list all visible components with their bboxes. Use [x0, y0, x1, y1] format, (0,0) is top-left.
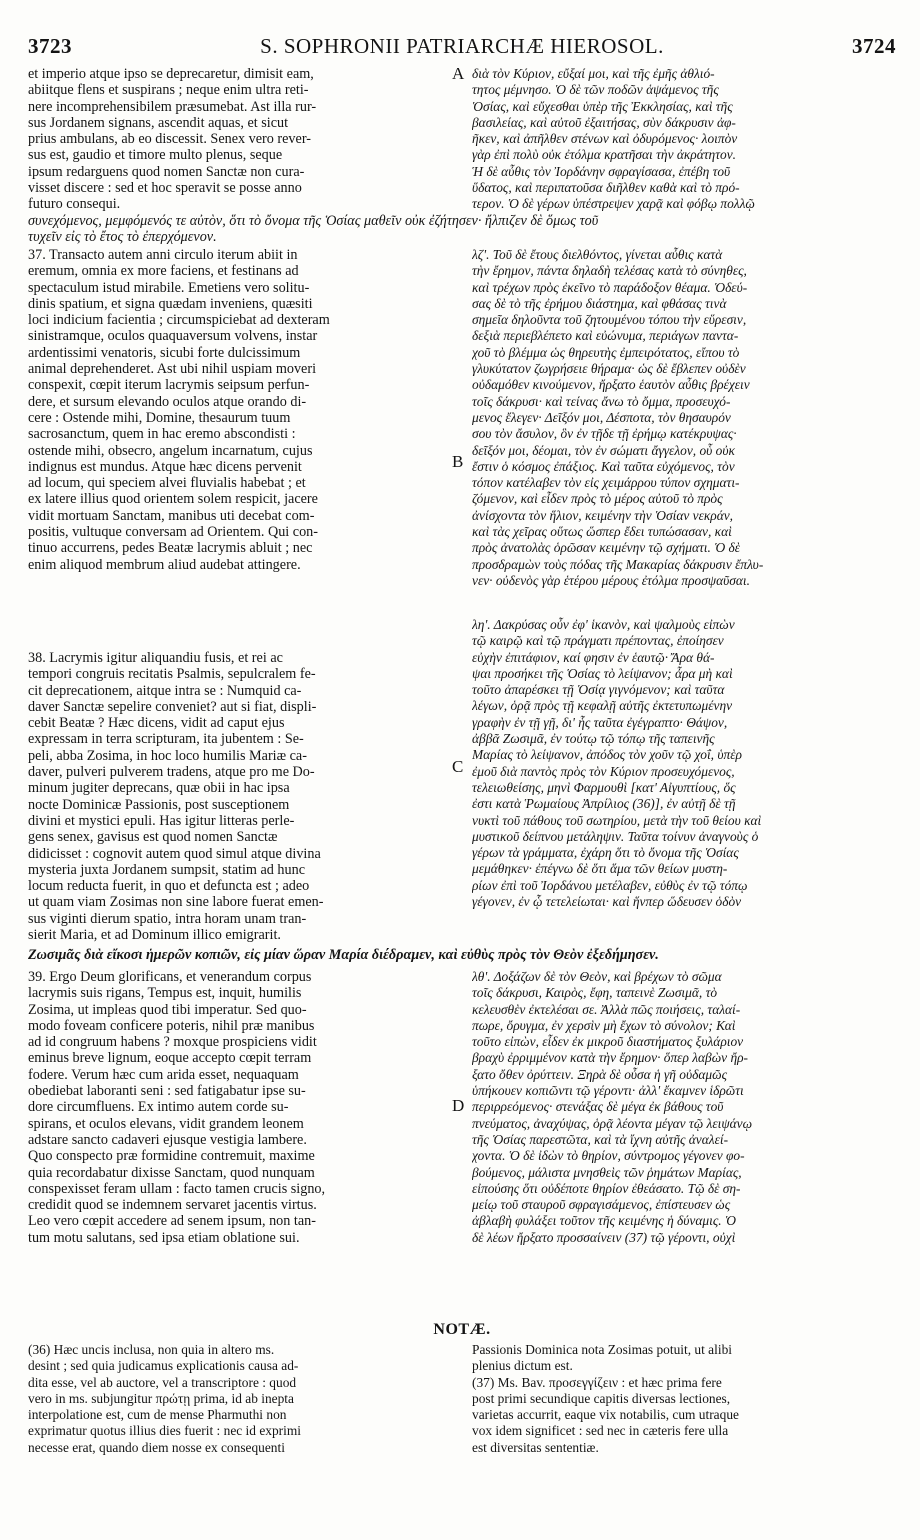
margin-marker-b: B: [452, 452, 464, 471]
latin-paragraph-36-end: [28, 66, 446, 213]
latin-paragraph-39: [28, 969, 446, 1246]
footnote-36: (36) Hæc uncis inclusa, non quia in altero ms. desint ; sed quia judicamus explicationis causa ad- dita esse, vel ab auctore, vel a transcriptore : quod vero in ms. subjungitur πρώτῃ prima, id ab inepta interpolatione est, cum de mense Pharmuthi non exprimatur quotus illius dies fuerit : nec id exprimi necesse erat, quando diem nosse ex consequenti: [28, 1342, 301, 1455]
greek-text: διὰ τὸν Κύριον, εὔξαί μοι, καὶ τῆς ἐμῆς ἀθλιό- τητος μέμνησο. Ὁ δὲ τῶν ποδῶν ἁψάμενος τῆς Ὁσίας, καὶ εὔχεσθαι ὑπὲρ τῆς Ἐκκλησίας, καὶ τῆς βασιλείας, καὶ αὐτοῦ ἐξαιτήσας, σὺν δάκρυσιν ἀφ- ῆκεν, καὶ ἀπῆλθεν στένων καὶ ὀδυρόμενος· λοιπὸν γὰρ ἐπὶ πολὺ οὐκ ἐτόλμα κρατῆσαι τὴν ἀκράτητον. Ἡ δὲ αὖθις τὸν Ἰορδάνην σφραγίσασα, ἐπέβη τοῦ ὕδατος, καὶ περιπατοῦσα διῆλθεν καθὰ καὶ τὸ πρό- τερον. Ὁ δὲ γέρων ὑπέστρεψεν χαρᾷ καὶ φόβῳ πολλῷ: [472, 66, 755, 212]
margin-marker-d: D: [452, 1096, 465, 1115]
footnote-37: Passionis Dominica nota Zosimas potuit, ut alibi plenius dictum est. (37) Ms. Bav. προσεγγίζειν : et hæc prima fere post primi secundique capitis diversas lectiones, varietas accurrit, eaque vix notabilis, cum utraque vox idem significet : sed nec in cæteris fere ulla est diversitas sententiæ.: [472, 1342, 739, 1455]
greek-paragraph-36-end: [472, 66, 896, 213]
greek-paragraph-39: [472, 969, 896, 1246]
greek-paragraph-37: [472, 247, 896, 589]
greek-text: λθ'. Δοξάζων δὲ τὸν Θεὸν, καὶ βρέχων τὸ σῶμα τοῖς δάκρυσι, Καιρὸς, ἔφη, ταπεινὲ Ζωσιμᾶ, τὸ κελευσθὲν ἐκτελέσαι σε. Ἀλλὰ πῶς ποιήσεις, ταλαί- πωρε, ὄρυγμα, ἐν χερσὶν μὴ ἔχων τὸ σύνολον; Καὶ τοῦτο εἰπὼν, εἶδεν ἐκ μικροῦ διαστήματος ξυλάριον βραχὺ ἐρριμμένον κατὰ τὴν ἔρημον· ὅπερ λαβὼν ἤρ- ξατο ὄθεν ὀρύττειν. Ξηρὰ δὲ οὖσα ἡ γῆ οὐδαμῶς ὑπήκουεν κοπιῶντι τῷ γέροντι· ἀλλ' ἔκαμνεν ἱδρῶτι περιρρεόμενος· στενάξας δὲ μέγα ἐκ βάθους τοῦ πνεύματος, ἀναχύψας, ὁρᾷ λέοντα μέγαν τῷ λειψάνῳ τῆς Ὁσίας παρεστῶτα, καὶ τὰ ἴχνη αὐτῆς ἀναλεί- χοντα. Ὁ δὲ ἰδὼν τὸ θηρίον, σύντρομος γέγονεν φο- βούμενος, μάλιστα μνησθεὶς τῶν ῥημάτων Μαρίας, εἰπούσης ὅτι οὐδέποτε θηρίον ἐθεάσατο. Τῷ δὲ ση- μείῳ τοῦ σταυροῦ σφραγισάμενος, ἐπίστευσεν ὡς ἀβλαβὴ φυλάξει τοῦτον τῆς κειμένης ἡ δύναμις. Ὁ δὲ λέων ἤρξατο προσσαίνειν (37) τῷ γέροντι, οὐχὶ: [472, 969, 753, 1245]
margin-marker-c: C: [452, 757, 464, 776]
latin-text: et imperio atque ipso se deprecaretur, dimisit eam, abiitque flens et suspirans ; neque enim ultra reti- nere incomprehensibilem præsumebat. Ast illa rur- sus Jordanem signans, ascendit aquas, et sicut prius ambulans, ab eo discessit. Senex vero rever- sus est, gaudio et timore multo plenus, seque ipsum redarguens quod nomen Sanctæ non cura- visset discere : sed et hoc speravit se posse anno futuro consequi.: [28, 66, 317, 213]
latin-paragraph-37: [28, 247, 446, 573]
running-header: [28, 34, 896, 60]
latin-text: 38. Lacrymis igitur aliquandiu fusis, et rei ac tempori congruis recitatis Psalmis, sepulcralem fe- cit deprecationem, aitque intra se : Numquid ca- daver Sanctæ sepelire conveniet? aut si fiat, displi- cebit Beatæ ? Hæc dicens, vidit ad caput ejus expressam in terra scripturam, ita jubentem : Se- peli, abba Zosima, in hoc loco humilis Mariæ ca- daver, pulveri pulverem tradens, atque pro me Do- minum jugiter deprecans, quæ obii in hac ipsa nocte Dominicæ Passionis, post susceptionem divini et mystici epuli. Has igitur litteras perle- gens senex, gavisus est quod nomen Sanctæ didicisset : cognovit autem quod simul atque divina mysteria juxta Jordanem sumpsit, statim ad hunc locum reducta fuerit, in quo et defuncta est ; adeo ut quam viam Zosimas non sine labore fuerat emen- sus viginti dierum spatio, intra horam unam tran- sierit Maria, et ad Dominum illico emigrarit.: [28, 650, 324, 944]
latin-text: 39. Ergo Deum glorificans, et venerandum corpus lacrymis suis rigans, Tempus est, inquit, humilis Zosima, ut impleas quod tibi imperatur. Sed quo- modo foveam conficere poteris, nihil præ manibus ad id congruum habens ? moxque prospiciens vidit eminus breve lignum, eoque accepto cœpit terram fodere. Verum hæc cum arida esset, nequaquam obediebat laboranti seni : sed fatigabatur ipse su- dore circumfluens. Ex intimo autem corde su- spirans, et oculos elevans, vidit grandem leonem adstare sancto cadaveri ejusque vestigia lambere. Quo conspecto præ formidine contremuit, maxime quia recordabatur dixisse Sanctam, quod nunquam conspexisset feram ullam : facto tamen crucis signo, credidit quod se indemnem servaret jacentis virtus. Leo vero cœpit accedere ad senem ipsum, non tan- tum motu salutans, sed ipsa etiam oblatione sui.: [28, 969, 326, 1246]
greek-paragraph-38: [472, 617, 896, 910]
greek-fullwidth-line: τυχεῖν εἰς τὸ ἔτος τὸ ἐπερχόμενον.: [28, 229, 217, 245]
running-title: S. SOPHRONII PATRIARCHÆ HIEROSOL.: [260, 34, 664, 58]
left-column-number: 3723: [28, 34, 72, 58]
greek-fullwidth-line: συνεχόμενος, μεμφόμενός τε αὐτὸν, ὅτι τὸ ὄνομα τῆς Ὁσίας μαθεῖν οὐκ ἐζήτησεν· ἤλπιζεν δὲ ὅμως τοῦ: [28, 213, 599, 229]
greek-text: λζ'. Τοῦ δὲ ἔτους διελθόντος, γίνεται αὖθις κατὰ τὴν ἔρημον, πάντα δηλαδὴ τελέσας κατὰ τὸ σύνηθες, καὶ τρέχων πρὸς ἐκεῖνο τὸ παράδοξον θέαμα. Ὁδεύ- σας δὲ τὸ τῆς ἐρήμου διάστημα, καὶ φθάσας τινὰ σημεῖα δηλοῦντα τοῦ ζητουμένου τόπου τὴν εὕρεσιν, δεξιὰ περιεβλέπετο καὶ εὐώνυμα, περιάγων παντα- χοῦ τὸ βλέμμα ὡς θηρευτὴς ἐμπειρότατος, εἴπου τὸ γλυκύτατον ζωγρήσειε θήραμα· ὡς δὲ ἔβλεπεν οὐδὲν οὐδαμόθεν κινούμενον, ἤρξατο ἑαυτὸν αὖθις βρέχειν τοῖς δάκρυσι· καὶ τείνας ἄνω τὸ ὄμμα, προσευχό- μενος ἔλεγεν· Δεῖξόν μοι, Δέσποτα, τὸν θησαυρόν σου τὸν ἄσυλον, ὃν ἐν τῇδε τῇ ἐρήμῳ κατέκρυψας· δεῖξόν μοι, δέομαι, τὸν ἐν σώματι ἄγγελον, οὗ οὐκ ἔστιν ὁ κόσμος ἐπάξιος. Καὶ ταῦτα εὐχόμενος, τὸν τόπον κατέλαβεν τὸν εἰς χειμάρρου τύπον σχηματι- ζόμενον, καὶ εἶδεν πρὸς τὸ μέρος αὐτοῦ τὸ πρὸς ἀνίσχοντα τὸν ἥλιον, κειμένην τὴν Ὁσίαν νεκράν, καὶ τὰς χεῖρας οὕτως ὥσπερ ἔδει τυπώσασαν, καὶ πρὸς ἀνατολὰς ὁρῶσαν κειμένην τῷ σχήματι. Ὁ δὲ προσδραμὼν τοὺς πόδας τῆς Μακαρίας δάκρυσιν ἔπλυ- νεν· οὐδενὸς γὰρ ἑτέρου μέρους ἐτόλμα προσψαῦσαι.: [472, 247, 764, 588]
latin-paragraph-38: [28, 650, 446, 943]
latin-text: 37. Transacto autem anni circulo iterum abiit in eremum, omnia ex more faciens, et festinans ad spectaculum istud mirabile. Emetiens vero solitu- dinis spatium, et signa quædam inveniens, quæsiti loci indicium facientia ; circumspiciebat ad dexteram sinistramque, oculos quaquaversum volvens, instar ardentissimi venatoris, sicubi forte dulcissimum animal deprehenderet. Ast ubi nihil uspiam moveri conspexit, cœpit iterum lacrymis seipsum perfun- dere, et sursum elevando oculos atque orando di- cere : Ostende mihi, Domine, thesaurum tuum sacrosanctum, quem in hac eremo abscondisti : ostende mihi, obsecro, angelum incarnatum, cujus indignus est mundus. Atque hæc dicens pervenit ad locum, qui speciem alvei fluvialis habebat ; et ex latere illius quod orientem solem respicit, jacere vidit mortuam Sanctam, manibus uti decebat com- positis, vultuque conversam ad Orientem. Qui con- tinuo accurrens, pedes Beatæ lacrymis abluit ; nec enim aliquod membrum aliud audebat attingere.: [28, 247, 330, 573]
greek-fullwidth-line: Ζωσιμᾶς διὰ εἴκοσι ἡμερῶν κοπιῶν, εἰς μίαν ὥραν Μαρία διέδραμεν, καὶ εὐθὺς πρὸς τὸν Θεὸν ἐξεδήμησεν.: [28, 947, 659, 963]
notes-heading: NOTÆ.: [433, 1321, 491, 1338]
greek-text: λη'. Δακρύσας οὖν ἐφ' ἱκανὸν, καὶ ψαλμοὺς εἰπὼν τῷ καιρῷ καὶ τῷ πράγματι πρέποντας, ἐποίησεν εὐχὴν ἐπιτάφιον, καί φησιν ἐν ἑαυτῷ· Ἄρα θά- ψαι προσήκει τῆς Ὁσίας τὸ λείψανον; ἆρα μὴ καὶ τοῦτο ἀπαρέσκει τῇ Ὁσίᾳ γιγνόμενον; καὶ ταῦτα λέγων, ὁρᾷ πρὸς τῇ κεφαλῇ αὐτῆς ἐκτετυπωμένην γραφὴν ἐν τῇ γῇ, δι' ἧς ταῦτα ἐγέγραπτο· Θάψον, ἀββᾶ Ζωσιμᾶ, ἐν τούτῳ τῷ τόπῳ τῆς ταπεινῆς Μαρίας τὸ λείψανον, ἀπόδος τὸν χοῦν τῷ χοΐ, ὑπὲρ ἐμοῦ διὰ παντὸς πρὸς τὸν Κύριον προσευχόμενος, τελειωθείσης, μηνὶ Φαρμουθὶ [κατ' Αἰγυπτίους, ὅς ἐστι κατὰ Ῥωμαίους Ἀπρίλιος (36)], ἐν αὐτῇ δὲ τῇ νυκτὶ τοῦ πάθους τοῦ σωτηρίου, μετὰ τὴν τοῦ θείου καὶ μυστικοῦ δείπνου μετάληψιν. Ταῦτα τοίνυν ἀναγνοὺς ὁ γέρων τὰ γράμματα, ἐχάρη ὅτι τὸ ὄνομα τῆς Ὁσίας μεμάθηκεν· ἐπέγνω δὲ ὅτι ἅμα τῶν θείων μυστη- ρίων ἐπὶ τοῦ Ἰορδάνου μετέλαβεν, εὐθὺς ἐν τῷ τόπῳ γέγονεν, ἐν ᾧ τετελείωται· καὶ ἥνπερ ὥδευσεν ὁδὸν: [472, 617, 762, 910]
margin-marker-a: A: [452, 64, 465, 83]
right-column-number: 3724: [852, 34, 896, 58]
